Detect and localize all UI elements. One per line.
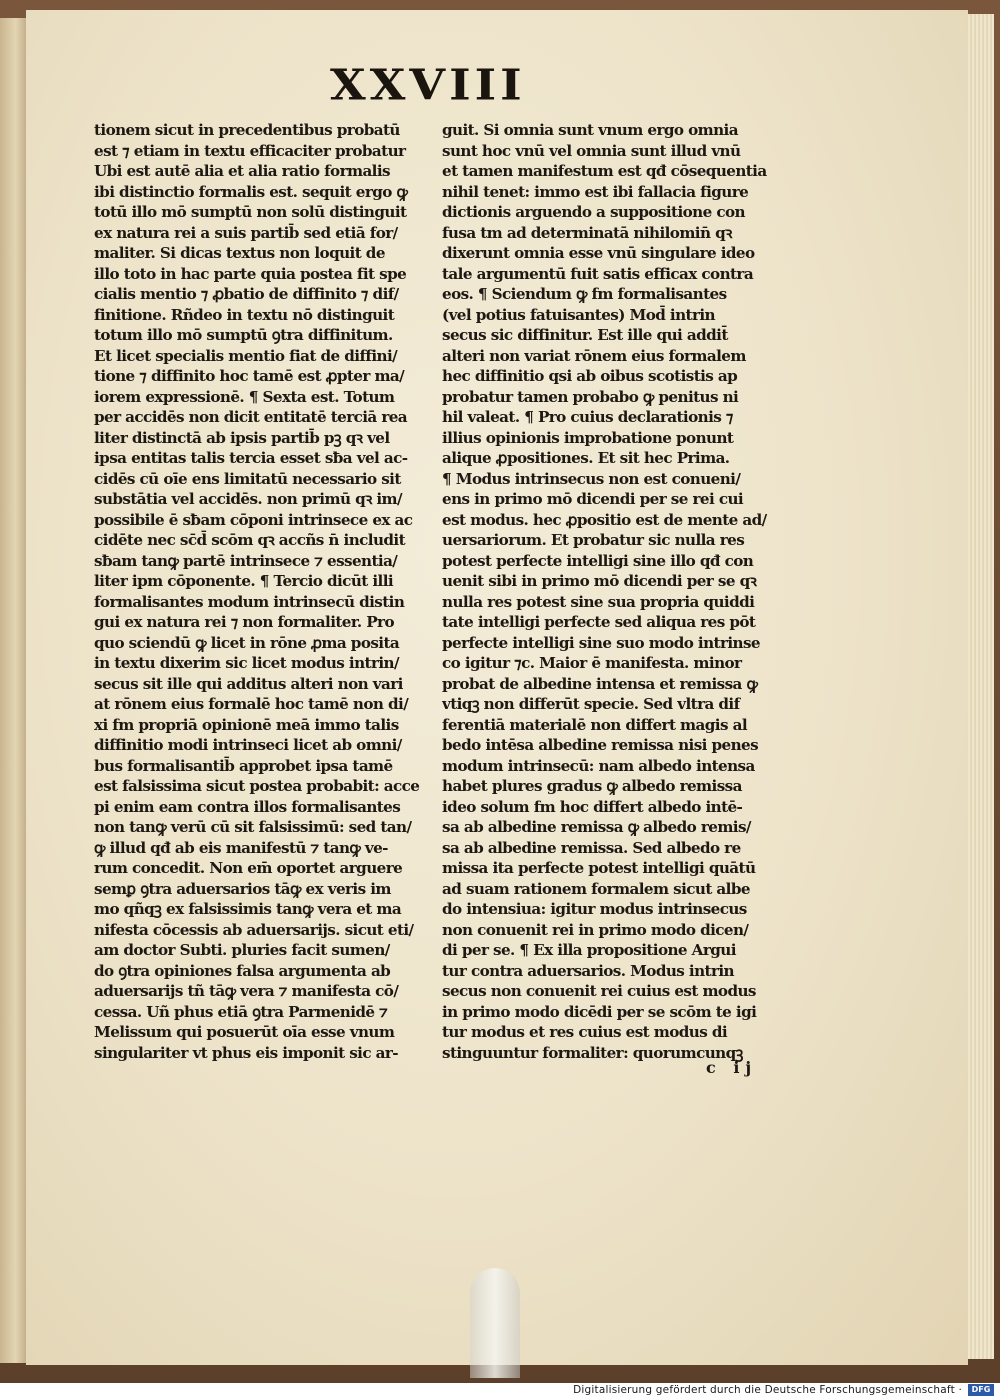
text-line: totū illo mō sumptū non solū distinguit — [94, 203, 407, 221]
text-line: uenit sibi in primo mō dicendi per se qꝛ — [442, 572, 757, 590]
text-line: Melissum qui posuerūt oīa esse vnum — [94, 1023, 395, 1041]
text-line: aduersarijs tñ tāꝙ vera ⁊ manifesta cō/ — [94, 982, 399, 1000]
text-line: cessa. Uñ phus etiā ꝯtra Parmenidē ⁊ — [94, 1002, 388, 1021]
text-line: nihil tenet: immo est ibi fallacia figure — [442, 182, 749, 201]
text-line: non tanꝙ verū cū sit falsissimū: sed tan/ — [94, 818, 412, 836]
text-line: pi enim eam contra illos formalisantes — [94, 797, 401, 816]
text-line: diffinitio modi intrinseci licet ab omni/ — [94, 736, 402, 754]
right-text-column — [442, 120, 782, 1063]
text-line: totum illo mō sumptū ꝯtra diffinitum. — [94, 326, 393, 344]
text-line: ad suam rationem formalem sicut albe — [442, 879, 750, 898]
book-stand-clip — [470, 1268, 520, 1378]
text-line: di per se. ¶ Ex illa propositione Argui — [442, 941, 736, 959]
text-line: sa ab albedine remissa ꝙ albedo remis/ — [442, 818, 751, 836]
text-line: modum intrinsecū: nam albedo intensa — [442, 756, 755, 775]
text-line: possibile ē sƀam cōponi intrinsece ex ac — [94, 510, 413, 529]
text-line: et tamen manifestum est qđ cōsequentia — [442, 162, 767, 180]
text-line: finitione. Rñdeo in textu nō distinguit — [94, 305, 395, 324]
text-line: tione ⁊ diffinito hoc tamē est ꝓpter ma/ — [94, 367, 405, 385]
text-line: tate intelligi perfecte sed aliqua res pōt — [442, 613, 756, 631]
text-line: mo qñqꝫ ex falsissimis tanꝙ vera et ma — [94, 900, 402, 918]
text-line: alteri non variat rōnem eius formalem — [442, 346, 746, 365]
text-line: stinguuntur formaliter: quorumcunqꝫ — [442, 1043, 743, 1062]
digitization-credit: Digitalisierung gefördert durch die Deutsche Forschungsgemeinschaft · — [573, 1384, 962, 1396]
text-line: illo toto in hac parte quia postea fit spe — [94, 264, 407, 283]
text-line: est falsissima sicut postea probabit: acce — [94, 777, 420, 795]
text-line: est modus. hec ꝓpositio est de mente ad/ — [442, 510, 767, 529]
facing-page-edge — [0, 18, 28, 1363]
text-line: secus sic diffinitur. Est ille qui addit̄ — [442, 326, 728, 344]
text-line: at rōnem eius formalē hoc tamē non di/ — [94, 695, 409, 713]
text-line: hec diffinitio qsi ab oibus scotistis ap — [442, 367, 738, 385]
text-line: nulla res potest sine sua propria quiddi — [442, 592, 755, 611]
text-line: secus sit ille qui additus alteri non vari — [94, 674, 403, 693]
text-line: potest perfecte intelligi sine illo qđ con — [442, 551, 754, 570]
text-line: sƀam tanꝙ partē intrinsece ⁊ essentia/ — [94, 551, 398, 570]
text-line: gui ex natura rei ⁊ non formaliter. Pro — [94, 613, 394, 631]
text-line: eos. ¶ Sciendum ꝙ fm formalisantes — [442, 285, 727, 303]
text-line: secus non conuenit rei cuius est modus — [442, 982, 756, 1000]
text-line: liter distinctā ab ipsis partib̄ pꝫ qꝛ vel — [94, 428, 390, 447]
text-line: ibi distinctio formalis est. sequit ergo ꝙ — [94, 182, 408, 201]
text-line: (vel potius fatuisantes) Mod̄ intrin — [442, 305, 715, 324]
text-line: bedo intēsa albedine remissa nisi penes — [442, 736, 759, 754]
text-line: do ꝯtra opiniones falsa argumenta ab — [94, 961, 391, 980]
text-line: tionem sicut in precedentibus probatū — [94, 121, 400, 139]
text-line: cidēte nec sc̄d̄ scōm qꝛ accñs n̄ includit — [94, 531, 406, 549]
text-line: liter ipm cōponente. ¶ Tercio dicūt illi — [94, 572, 394, 590]
text-line: missa ita perfecte potest intelligi quātū — [442, 859, 756, 877]
text-line: co igitur ⁊c. Maior ē manifesta. minor — [442, 654, 742, 672]
text-line: in textu dixerim sic licet modus intrin/ — [94, 654, 399, 672]
text-line: iorem expressionē. ¶ Sexta est. Totum — [94, 387, 395, 406]
text-line: cialis mentio ⁊ ꝓbatio de diffinito ⁊ dif/ — [94, 285, 399, 303]
text-line: ipsa entitas talis tercia esset sƀa vel ac- — [94, 449, 408, 467]
text-line: sa ab albedine remissa. Sed albedo re — [442, 838, 741, 857]
text-line: probat de albedine intensa et remissa ꝙ — [442, 674, 758, 693]
text-line: Ubi est autē alia et alia ratio formalis — [94, 162, 390, 180]
text-line: ferentiā materialē non differt magis al — [442, 715, 748, 734]
text-line: uersariorum. Et probatur sic nulla res — [442, 531, 745, 549]
left-text-column — [94, 120, 442, 1063]
text-line: quo sciendū ꝙ licet in rōne ꝓma posita — [94, 633, 400, 652]
page-stack-edge — [968, 14, 994, 1359]
text-line: ideo solum fm hoc differt albedo intē- — [442, 797, 743, 816]
text-line: Et licet specialis mentio fiat de diffini/ — [94, 346, 398, 365]
text-line: non conuenit rei in primo modo dicen/ — [442, 920, 749, 939]
text-line: vtiqꝫ non differūt specie. Sed vltra dif — [442, 695, 740, 713]
text-line: tur contra aduersarios. Modus intrin — [442, 961, 734, 980]
text-line: bus formalisantib̄ approbet ipsa tamē — [94, 756, 393, 775]
text-line: rum concedit. Non em̄ oportet arguere — [94, 859, 403, 877]
text-line: do intensiua: igitur modus intrinsecus — [442, 900, 747, 918]
text-line: ex natura rei a suis partib̄ sed etiā for/ — [94, 223, 398, 242]
text-line: in primo modo dicēdi per se scōm te igi — [442, 1002, 757, 1021]
text-line: illius opinionis improbatione ponunt — [442, 428, 734, 447]
text-line: dictionis arguendo a suppositione con — [442, 203, 745, 221]
text-line: per accidēs non dicit entitatē terciā rea — [94, 408, 408, 426]
text-line: tur modus et res cuius est modus di — [442, 1023, 728, 1041]
text-line: perfecte intelligi sine suo modo intrinse — [442, 633, 760, 652]
text-line: dixerunt omnia esse vnū singulare ideo — [442, 244, 755, 262]
folio-heading: XXVIII — [330, 60, 526, 110]
text-line: xi fm propriā opinionē meā immo talis — [94, 715, 399, 734]
text-line: habet plures gradus ꝙ albedo remissa — [442, 777, 742, 795]
text-line: semꝑ ꝯtra aduersarios tāꝙ ex veris im — [94, 879, 391, 898]
text-line: sunt hoc vnū vel omnia sunt illud vnū — [442, 141, 741, 160]
text-line: singulariter vt phus eis imponit sic ar- — [94, 1043, 399, 1062]
text-line: hil valeat. ¶ Pro cuius declarationis ⁊ — [442, 408, 733, 426]
text-line: cidēs cū oīe ens limitatū necessario sit — [94, 469, 401, 488]
text-line: alique ꝓpositiones. Et sit hec Prima. — [442, 449, 730, 467]
text-line: nifesta cōcessis ab aduersarijs. sicut eti/ — [94, 920, 414, 939]
text-line: est ⁊ etiam in textu efficaciter probatur — [94, 141, 406, 160]
text-line: probatur tamen probabo ꝙ penitus ni — [442, 387, 739, 406]
text-line: ꝙ illud qđ ab eis manifestū ⁊ tanꝙ ve- — [94, 838, 388, 857]
dfg-logo: DFG — [968, 1384, 994, 1396]
text-line: tale argumentū fuit satis efficax contra — [442, 264, 754, 283]
text-line: maliter. Si dicas textus non loquit de — [94, 244, 385, 262]
text-line: ¶ Modus intrinsecus non est conueni/ — [442, 469, 741, 488]
text-line: am doctor Subti. pluries facit sumen/ — [94, 941, 390, 959]
text-line: guit. Si omnia sunt vnum ergo omnia — [442, 121, 738, 139]
text-line: fusa tm ad determinatā nihilomin̄ qꝛ — [442, 223, 732, 242]
text-line: substātia vel accidēs. non primū qꝛ im/ — [94, 490, 402, 508]
signature-mark: c ij — [706, 1058, 758, 1077]
text-line: formalisantes modum intrinsecū distin — [94, 592, 405, 611]
text-line: ens in primo mō dicendi per se rei cui — [442, 490, 744, 508]
